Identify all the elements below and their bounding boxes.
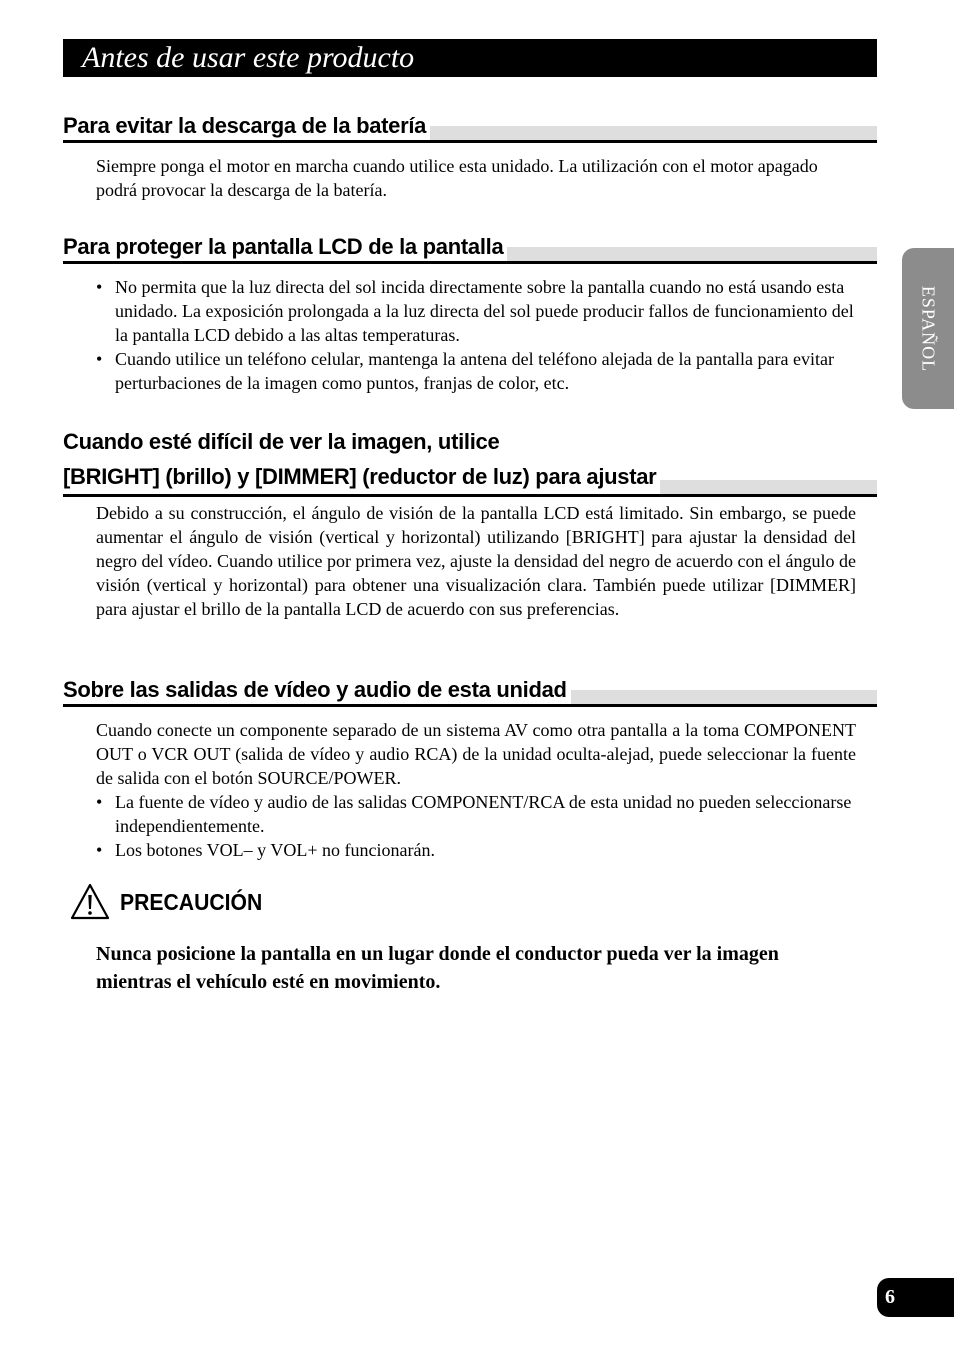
section-heading-outputs-text: Sobre las salidas de vídeo y audio de esta unidad: [63, 676, 571, 704]
section-outputs-paragraph: Cuando conecte un componente separado de un sistema AV como otra pantalla a la toma COMPONENT OUT o VCR OUT (salida de vídeo y audio RCA) de la unidad oculta-alejad, puede seleccionar la fuente de salida con el botón SOURCE/POWER.: [96, 720, 856, 788]
section-heading-brightness-line-2: [BRIGHT] (brillo) y [DIMMER] (reductor de luz) para ajustar: [63, 459, 660, 494]
bullet-icon: •: [96, 277, 103, 297]
bullet-icon: •: [96, 349, 103, 369]
section-heading-brightness: [63, 424, 877, 497]
list-item: • La fuente de vídeo y audio de las salidas COMPONENT/RCA de esta unidad no pueden seleccionarse independientemente.: [96, 792, 852, 836]
language-tab-label: ESPAÑOL: [918, 285, 939, 372]
section-outputs-list: [96, 790, 856, 862]
page-title: Antes de usar este producto: [63, 39, 877, 77]
list-item: • No permita que la luz directa del sol incida directamente sobre la pantalla cuando no está usando esta unidado. La exposición prolongada a la luz directa del sol puede producir fallos de funcionamiento del la pantalla LCD debido a las altas temperaturas.: [96, 277, 854, 345]
section-battery-paragraph: Siempre ponga el motor en marcha cuando utilice esta unidado. La utilización con el motor apagado podrá provocar la descarga de la batería.: [96, 156, 818, 200]
section-lcd-protect-list: [96, 275, 856, 395]
caution-text: Nunca posicione la pantalla en un lugar donde el conductor pueda ver la imagen mientras el vehículo esté en movimiento.: [96, 943, 779, 993]
caution-title: PRECAUCIÓN: [120, 889, 263, 915]
section-heading-outputs: [63, 676, 877, 707]
section-heading-lcd-protect: [63, 233, 877, 264]
list-item: • Cuando utilice un teléfono celular, mantenga la antena del teléfono alejada de la pantalla para evitar perturbaciones de la imagen como puntos, franjas de color, etc.: [96, 349, 834, 393]
language-tab: [902, 248, 954, 409]
bullet-icon: •: [96, 840, 103, 860]
list-item: • Los botones VOL– y VOL+ no funcionarán.: [96, 840, 435, 860]
section-heading-battery-text: Para evitar la descarga de la batería: [63, 112, 430, 140]
caution-header: [70, 880, 275, 924]
page-number: 6: [877, 1278, 954, 1317]
warning-triangle-icon: [70, 882, 110, 922]
bullet-icon: •: [96, 792, 103, 812]
section-heading-battery: [63, 112, 877, 143]
section-heading-brightness-line-1: Cuando esté difícil de ver la imagen, utilice: [63, 424, 503, 459]
section-brightness-paragraph: Debido a su construcción, el ángulo de visión de la pantalla LCD está limitado. Sin embargo, se puede aumentar el ángulo de visión (vertical y horizontal) utilizando [BRIGHT] para ajustar la densidad del negro del vídeo. Cuando utilice por primera vez, ajuste la densidad del negro de acuerdo con el ángulo de visión (vertical y horizontal) para obtener una visualización clara. También puede utilizar [DIMMER] para ajustar el brillo de la pantalla LCD de acuerdo con sus preferencias.: [96, 503, 856, 619]
section-heading-lcd-protect-text: Para proteger la pantalla LCD de la pantalla: [63, 233, 507, 261]
